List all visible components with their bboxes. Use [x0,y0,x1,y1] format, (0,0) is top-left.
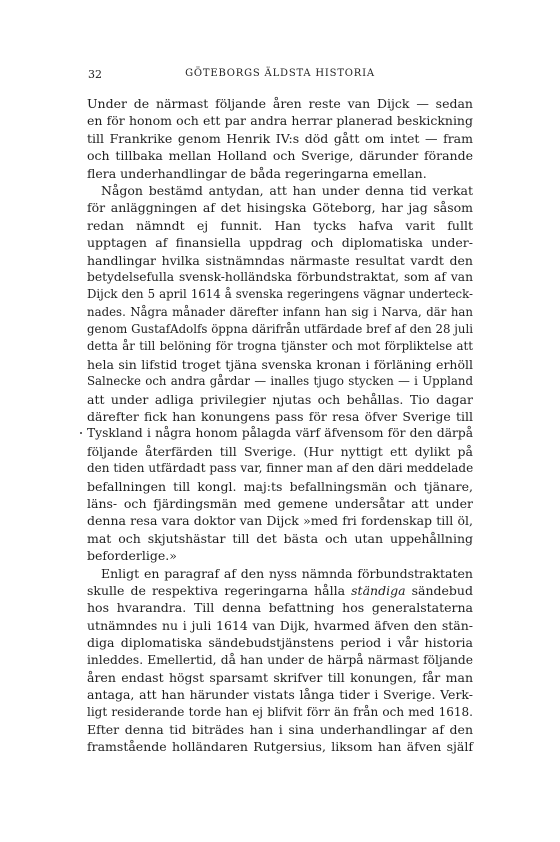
text-line: befallningen till kongl. maj:ts befallningsmän och tjänare, [87,478,473,494]
emphasized-word: ständiga [351,582,406,598]
text-line: ligt residerande torde han ej blifvit förr än från och med 1618. [87,704,473,719]
text-line: Tyskland i några honom pålagda värf äfvensom för den därpå [87,426,473,441]
text-line: antaga, att han härunder vistats långa tider i Sverige. Verk- [87,687,473,703]
text-line: Dijck den 5 april 1614 å svenska regeringens vägnar underteck- [87,287,473,302]
running-title: GÖTEBORGS ÄLDSTA HISTORIA [185,68,375,79]
text-line: Någon bestämd antydan, att han under denna tid verkat [101,182,473,198]
page-number: 32 [88,68,102,81]
text-line: denna resa vara doktor van Dijck »med fri fordenskap till öl, [87,513,473,529]
text-line: en för honom och ett par andra herrar planerad beskickning [87,113,473,129]
text-line: till Frankrike genom Henrik IV:s död gått om intet — fram [87,130,473,146]
text-line: Salnecke och andra gårdar — inalles tjugo stycken — i Uppland [87,374,473,389]
text-line: betydelsefulla svensk-holländska förbundstraktat, som af van [87,269,473,284]
text-line: därefter fick han konungens pass för resa öfver Sverige till [87,409,473,425]
text-line: handlingar hvilka sistnämndas närmaste resultat vardt den [87,252,473,268]
print-speck [80,432,82,434]
text-line: nades. Några månader därefter infann han sig i Narva, där han [87,304,473,319]
text-line: hela sin lifstid troget tjäna svenska kronan i förläning erhöll [87,356,473,372]
running-head [88,68,472,84]
text-line: Under de närmast följande åren reste van Dijck — sedan [87,96,473,111]
text-line: flera underhandlingar de båda regeringarna emellan. [87,165,427,181]
text-line: för anläggningen af det hisingska Göteborg, har jag såsom [87,200,473,216]
text-line: och tillbaka mellan Holland och Sverige, därunder förande [87,148,473,164]
text-line: detta år till belöning för trogna tjänster och mot förpliktelse att [87,339,473,354]
text-line: följande återfärden till Sverige. (Hur nyttigt ett dylikt på [87,443,473,459]
text-line: mat och skjutshästar till det bästa och utan uppehållning [87,530,473,546]
text-line: skulle de respektiva regeringarna hålla ständiga sändebud [87,582,473,598]
text-line: genom GustafAdolfs öppna därifrån utfärdade bref af den 28 juli [87,322,473,337]
text-line: hos hvarandra. Till denna befattning hos generalstaterna [87,600,473,616]
text-line: upptagen af finansiella uppdrag och diplomatiska under- [87,235,473,251]
text-line: inleddes. Emellertid, då han under de härpå närmast följande [87,652,473,667]
text-line: utnämndes nu i juli 1614 van Dijk, hvarmed äfven den stän- [87,617,473,633]
text-line: Efter denna tid biträdes han i sina underhandlingar af den [87,722,473,738]
text-line: Enligt en paragraf af den nyss nämnda förbundstraktaten [101,565,473,581]
text-line: åren endast högst sparsamt skrifver till konungen, får man [87,669,473,685]
text-line: diga diplomatiska sändebudstjänstens period i vår historia [87,635,473,651]
text-line: läns- och fjärdingsmän med gemene undersåtar att under [87,495,473,511]
text-line: beforderlige.» [87,548,177,564]
text-line: att under adliga privilegier njutas och behållas. Tio dagar [87,391,473,407]
body-text [87,95,473,756]
text-line: den tiden utfärdadt pass var, finner man af den däri meddelade [87,461,474,476]
text-line: redan nämndt ej funnit. Han tycks hafva varit fullt [87,217,473,233]
text-line: framstående holländaren Rutgersius, liksom han äfven själf [87,739,473,755]
